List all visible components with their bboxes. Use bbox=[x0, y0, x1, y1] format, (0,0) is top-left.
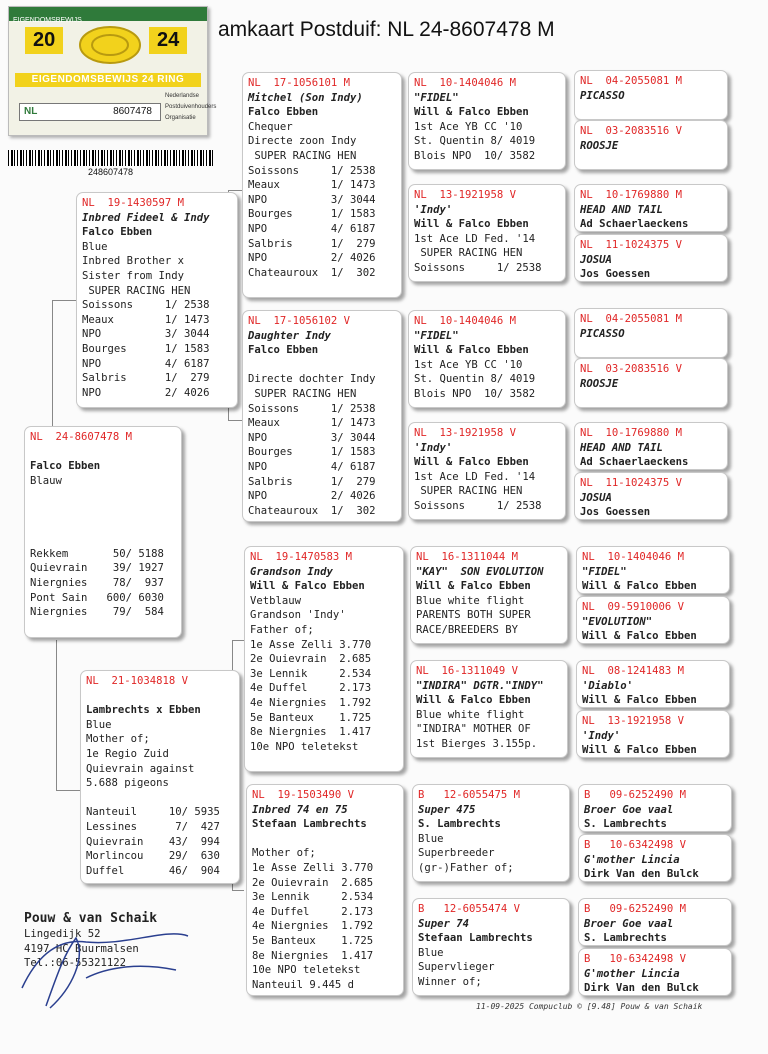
pedigree-card-dds bbox=[412, 784, 570, 882]
ring-number: NL 19-1430597 M bbox=[82, 197, 185, 209]
pedigree-card-g14 bbox=[578, 834, 732, 882]
signature-icon bbox=[16, 918, 196, 1014]
ring-country: NL bbox=[24, 106, 38, 117]
pigeon-name: G'mother Lincia bbox=[584, 853, 680, 866]
ring-number: NL 09-5910006 V bbox=[582, 601, 685, 613]
ring-number: B 09-6252490 M bbox=[584, 903, 687, 915]
ring-number: NL 19-1470583 M bbox=[250, 551, 353, 563]
pigeon-name: ROOSJE bbox=[580, 377, 619, 390]
pigeon-name: "FIDEL" bbox=[414, 329, 459, 342]
pigeon-name: Inbred Fideel & Indy bbox=[82, 211, 210, 224]
pedigree-line: Sister from Indy bbox=[82, 269, 185, 282]
pedigree-card-g9 bbox=[576, 546, 730, 594]
pigeon-name: JOSUA bbox=[580, 253, 612, 266]
pigeon-name: Inbred 74 en 75 bbox=[252, 803, 348, 816]
pedigree-line: Morlincou 29/ 630 bbox=[86, 850, 220, 863]
owner-street: Lingedijk 52 bbox=[24, 928, 101, 940]
pedigree-line: Duffel 46/ 904 bbox=[86, 864, 220, 877]
pedigree-card-sss bbox=[408, 72, 566, 170]
pedigree-line bbox=[86, 791, 234, 806]
pigeon-name: Broer Goe vaal bbox=[584, 803, 674, 816]
pedigree-line: Quievrain against bbox=[86, 762, 195, 775]
breeder-name: Falco Ebben bbox=[30, 460, 101, 473]
pedigree-line: 5.688 pigeons bbox=[86, 777, 169, 790]
breeder-name: Stefaan Lambrechts bbox=[252, 818, 367, 831]
pedigree-line: Salbris 1/ 279 bbox=[248, 475, 376, 488]
connector-line bbox=[56, 790, 80, 791]
pigeon-name: "FIDEL" bbox=[414, 91, 459, 104]
pedigree-line: Mother of; bbox=[252, 847, 316, 860]
ring-number: NL 13-1921958 V bbox=[582, 715, 685, 727]
pedigree-line: NPO 2/ 4026 bbox=[82, 386, 210, 399]
pedigree-line bbox=[248, 358, 396, 373]
pedigree-line: 1st Ace LD Fed. '14 bbox=[414, 470, 536, 483]
breeder-name: Will & Falco Ebben bbox=[582, 580, 697, 593]
ring-number: NL 17-1056102 V bbox=[248, 315, 351, 327]
pigeon-name: 'Indy' bbox=[414, 441, 453, 454]
breeder-name: Will & Falco Ebben bbox=[582, 744, 697, 757]
pigeon-name: 'Diablo' bbox=[582, 679, 634, 692]
pedigree-line: Blois NPO 10/ 3582 bbox=[414, 387, 536, 400]
pedigree-line bbox=[30, 503, 176, 518]
pedigree-line: 1st Ace YB CC '10 bbox=[414, 120, 523, 133]
pedigree-line: St. Quentin 8/ 4019 bbox=[414, 373, 536, 386]
pedigree-card-g4 bbox=[574, 234, 728, 282]
pedigree-line: 2e Ouievrain 2.685 bbox=[250, 653, 372, 666]
pedigree-line: NPO 3/ 3044 bbox=[248, 193, 376, 206]
pedigree-card-g13 bbox=[578, 784, 732, 832]
pedigree-line: Soissons 1/ 2538 bbox=[414, 499, 542, 512]
breeder-name: Jos Goessen bbox=[580, 506, 651, 519]
year-right: 24 bbox=[149, 27, 187, 54]
pedigree-line: Salbris 1/ 279 bbox=[248, 237, 376, 250]
pedigree-line: 1e Asse Zelli 3.770 bbox=[252, 861, 374, 874]
ring-number: NL 10-1769880 M bbox=[580, 427, 683, 439]
ring-number: NL 11-1024375 V bbox=[580, 239, 683, 251]
org-names bbox=[165, 91, 216, 124]
pedigree-line: NPO 4/ 6187 bbox=[82, 357, 210, 370]
pigeon-name: Daughter Indy bbox=[248, 329, 331, 342]
pedigree-line: SUPER RACING HEN bbox=[414, 485, 523, 498]
pedigree-line: Soissons 1/ 2538 bbox=[82, 299, 210, 312]
pedigree-line: Blue bbox=[418, 946, 444, 959]
pedigree-line: Blue bbox=[418, 832, 444, 845]
sticker-ribbon: EIGENDOMSBEWIJS 24 RING bbox=[15, 73, 201, 87]
ring-number: NL 03-2083516 V bbox=[580, 363, 683, 375]
pigeon-name: Super 74 bbox=[418, 917, 470, 930]
pedigree-line: Soissons 1/ 2538 bbox=[414, 261, 542, 274]
pedigree-line: Blauw bbox=[30, 474, 62, 487]
pedigree-line: 3e Lennik 2.534 bbox=[252, 891, 374, 904]
pedigree-line: Superbreeder bbox=[418, 847, 495, 860]
ring-number: B 09-6252490 M bbox=[584, 789, 687, 801]
ring-number: NL 10-1404046 M bbox=[414, 315, 517, 327]
pedigree-line: SUPER RACING HEN bbox=[82, 284, 191, 297]
pigeon-name: PICASSO bbox=[580, 327, 625, 340]
pigeon-name: JOSUA bbox=[580, 491, 612, 504]
pedigree-line bbox=[30, 488, 176, 503]
breeder-name: Will & Falco Ebben bbox=[416, 694, 531, 707]
pedigree-line bbox=[252, 832, 398, 847]
breeder-name: Will & Falco Ebben bbox=[414, 456, 529, 469]
breeder-name: Will & Falco Ebben bbox=[416, 580, 531, 593]
pedigree-card-sdd bbox=[408, 422, 566, 520]
pedigree-line: Supervlieger bbox=[418, 961, 495, 974]
org-line: Organisatie bbox=[165, 115, 196, 121]
pedigree-line: RACE/BREEDERS BY bbox=[416, 623, 519, 636]
pigeon-name: "INDIRA" DGTR."INDY" bbox=[416, 679, 544, 692]
connector-line bbox=[56, 640, 57, 790]
pedigree-line: Winner of; bbox=[418, 975, 482, 988]
ring-number: B 12-6055475 M bbox=[418, 789, 521, 801]
pedigree-line: 5e Banteux 1.725 bbox=[252, 934, 374, 947]
pigeon-name: ROOSJE bbox=[580, 139, 619, 152]
pedigree-card-g2 bbox=[574, 120, 728, 170]
pedigree-line: SUPER RACING HEN bbox=[414, 247, 523, 260]
breeder-name: Falco Ebben bbox=[248, 106, 319, 119]
pedigree-line: Pont Sain 600/ 6030 bbox=[30, 591, 164, 604]
connector-line bbox=[232, 890, 244, 891]
breeder-name: Falco Ebben bbox=[248, 344, 319, 357]
breeder-name: S. Lambrechts bbox=[418, 818, 501, 831]
pedigree-line: 1st Bierges 3.155p. bbox=[416, 737, 538, 750]
owner-name: Pouw & van Schaik bbox=[24, 911, 158, 926]
pedigree-line: 1e Regio Zuid bbox=[86, 747, 169, 760]
pedigree-line: 2e Ouievrain 2.685 bbox=[252, 876, 374, 889]
ring-number: NL 10-1404046 M bbox=[582, 551, 685, 563]
pigeon-name: PICASSO bbox=[580, 89, 625, 102]
ring-logo-icon bbox=[75, 23, 145, 67]
pedigree-card-ddd bbox=[412, 898, 570, 996]
ring-number: B 10-6342498 V bbox=[584, 839, 687, 851]
org-line: Nederlandse bbox=[165, 93, 200, 99]
ring-number: NL 11-1024375 V bbox=[580, 477, 683, 489]
pigeon-name: 'Indy' bbox=[414, 203, 453, 216]
ring-number: NL 13-1921958 V bbox=[414, 189, 517, 201]
pedigree-card-sd bbox=[242, 310, 402, 522]
pigeon-name: "FIDEL" bbox=[582, 565, 627, 578]
pedigree-line: 4e Niergnies 1.792 bbox=[250, 696, 372, 709]
pedigree-card-ss bbox=[242, 72, 402, 298]
pigeon-name: HEAD AND TAIL bbox=[580, 203, 663, 216]
ring-number: NL 19-1503490 V bbox=[252, 789, 355, 801]
pedigree-line bbox=[30, 518, 176, 533]
sticker-band bbox=[9, 7, 207, 24]
pedigree-line: NPO 3/ 3044 bbox=[248, 431, 376, 444]
ring-number: 8607478 bbox=[113, 106, 152, 117]
pedigree-card-g8 bbox=[574, 472, 728, 520]
pedigree-line: Rekkem 50/ 5188 bbox=[30, 547, 164, 560]
pedigree-card-dam bbox=[80, 670, 240, 884]
ring-number: NL 08-1241483 M bbox=[582, 665, 685, 677]
pedigree-line: Meaux 1/ 1473 bbox=[248, 417, 376, 430]
pigeon-name bbox=[86, 689, 234, 704]
breeder-name: S. Lambrechts bbox=[584, 818, 667, 831]
breeder-name: Will & Falco Ebben bbox=[582, 694, 697, 707]
pedigree-card-g5 bbox=[574, 308, 728, 358]
connector-line bbox=[232, 640, 244, 641]
pedigree-card-g16 bbox=[578, 948, 732, 996]
pedigree-line: Blue bbox=[86, 718, 112, 731]
pedigree-line: NPO 2/ 4026 bbox=[248, 252, 376, 265]
pedigree-line: Chequer bbox=[248, 120, 293, 133]
breeder-name: Dirk Van den Bulck bbox=[584, 868, 699, 881]
pigeon-name: "KAY" SON EVOLUTION bbox=[416, 565, 544, 578]
pedigree-line: Directe zoon Indy bbox=[248, 135, 357, 148]
pedigree-line: St. Quentin 8/ 4019 bbox=[414, 135, 536, 148]
pedigree-card-sire bbox=[76, 192, 238, 408]
ring-number: NL 10-1769880 M bbox=[580, 189, 683, 201]
pedigree-line: NPO 3/ 3044 bbox=[82, 328, 210, 341]
pedigree-line: Nanteuil 10/ 5935 bbox=[86, 806, 220, 819]
owner-phone: Tel.:06-55321122 bbox=[24, 957, 127, 970]
pedigree-line: 1st Ace LD Fed. '14 bbox=[414, 232, 536, 245]
breeder-name: Will & Falco Ebben bbox=[414, 344, 529, 357]
pedigree-line: SUPER RACING HEN bbox=[248, 387, 357, 400]
pedigree-line: Quievrain 39/ 1927 bbox=[30, 562, 164, 575]
pedigree-line: 5e Banteux 1.725 bbox=[250, 711, 372, 724]
ring-number: NL 24-8607478 M bbox=[30, 431, 133, 443]
pedigree-line: PARENTS BOTH SUPER bbox=[416, 609, 531, 622]
pedigree-card-dsd bbox=[410, 660, 568, 758]
pedigree-line: (gr-)Father of; bbox=[418, 861, 514, 874]
pigeon-name: 'Indy' bbox=[582, 729, 621, 742]
ring-number: NL 03-2083516 V bbox=[580, 125, 683, 137]
pedigree-line: Inbred Brother x bbox=[82, 255, 185, 268]
footer-text: 11-09-2025 Compuclub © [9.48] Pouw & van Schaik bbox=[476, 1002, 703, 1011]
pedigree-line: "INDIRA" MOTHER OF bbox=[416, 723, 531, 736]
ring-number: B 10-6342498 V bbox=[584, 953, 687, 965]
pedigree-card-g6 bbox=[574, 358, 728, 408]
pedigree-line: Vetblauw bbox=[250, 594, 302, 607]
pedigree-card-g11 bbox=[576, 660, 730, 708]
pedigree-card-g7 bbox=[574, 422, 728, 470]
ring-number: NL 16-1311044 M bbox=[416, 551, 519, 563]
pedigree-card-g10 bbox=[576, 596, 730, 644]
pedigree-line: Bourges 1/ 1583 bbox=[248, 208, 376, 221]
breeder-name: Ad Schaerlaeckens bbox=[580, 218, 689, 231]
connector-line bbox=[52, 300, 53, 426]
pedigree-line: Mother of; bbox=[86, 733, 150, 746]
pedigree-line: Niergnies 79/ 584 bbox=[30, 606, 164, 619]
pedigree-line: 3e Lennik 2.534 bbox=[250, 667, 372, 680]
year-left: 20 bbox=[25, 27, 63, 54]
breeder-name: Will & Falco Ebben bbox=[250, 580, 365, 593]
breeder-name: Jos Goessen bbox=[580, 268, 651, 281]
pigeon-name: Mitchel (Son Indy) bbox=[248, 91, 363, 104]
pedigree-line: Father of; bbox=[250, 623, 314, 636]
breeder-name: Lambrechts x Ebben bbox=[86, 704, 201, 717]
ring-number: B 12-6055474 V bbox=[418, 903, 521, 915]
breeder-name: Ad Schaerlaeckens bbox=[580, 456, 689, 469]
pigeon-name: G'mother Lincia bbox=[584, 967, 680, 980]
pedigree-card-g3 bbox=[574, 184, 728, 232]
pedigree-line: 8e Niergnies 1.417 bbox=[250, 726, 372, 739]
pedigree-line: NPO 4/ 6187 bbox=[248, 222, 376, 235]
pedigree-line: Lessines 7/ 427 bbox=[86, 820, 220, 833]
barcode bbox=[8, 150, 213, 166]
pedigree-line: Nanteuil 9.445 d bbox=[252, 978, 355, 991]
breeder-name: Dirk Van den Bulck bbox=[584, 982, 699, 995]
pedigree-card-subject bbox=[24, 426, 182, 638]
pedigree-card-dd bbox=[246, 784, 404, 996]
breeder-name: Will & Falco Ebben bbox=[414, 218, 529, 231]
ring-number: NL 13-1921958 V bbox=[414, 427, 517, 439]
pigeon-name: Grandson Indy bbox=[250, 565, 333, 578]
ring-number-box bbox=[19, 103, 161, 121]
pedigree-line: Blue white flight bbox=[416, 594, 525, 607]
pedigree-card-ssd bbox=[408, 184, 566, 282]
pedigree-line: NPO 4/ 6187 bbox=[248, 460, 376, 473]
pedigree-line: Soissons 1/ 2538 bbox=[248, 402, 376, 415]
breeder-name: Stefaan Lambrechts bbox=[418, 932, 533, 945]
breeder-name: Will & Falco Ebben bbox=[414, 106, 529, 119]
pedigree-card-ds bbox=[244, 546, 404, 772]
ring-number: NL 16-1311049 V bbox=[416, 665, 519, 677]
connector-line bbox=[228, 190, 242, 191]
pigeon-name: Super 475 bbox=[418, 803, 476, 816]
pedigree-line: 1st Ace YB CC '10 bbox=[414, 358, 523, 371]
pedigree-line: NPO 2/ 4026 bbox=[248, 490, 376, 503]
pedigree-line: 4e Niergnies 1.792 bbox=[252, 920, 374, 933]
pedigree-line: Blue white flight bbox=[416, 708, 525, 721]
pedigree-card-g12 bbox=[576, 710, 730, 758]
pedigree-line: 8e Niergnies 1.417 bbox=[252, 949, 374, 962]
owner-city: 4197 HC Buurmalsen bbox=[24, 942, 139, 955]
ring-number: NL 17-1056101 M bbox=[248, 77, 351, 89]
pedigree-line: 10e NPO teletekst bbox=[252, 964, 361, 977]
pedigree-line: Chateauroux 1/ 302 bbox=[248, 504, 376, 517]
pedigree-line: 4e Duffel 2.173 bbox=[252, 905, 374, 918]
sticker-band-text: EIGENDOMSBEWIJS bbox=[13, 17, 82, 24]
pedigree-card-g15 bbox=[578, 898, 732, 946]
pedigree-line: Chateauroux 1/ 302 bbox=[248, 266, 376, 279]
ring-number: NL 04-2055081 M bbox=[580, 313, 683, 325]
pedigree-card-g1 bbox=[574, 70, 728, 120]
pedigree-line: Meaux 1/ 1473 bbox=[82, 313, 210, 326]
pigeon-name: HEAD AND TAIL bbox=[580, 441, 663, 454]
pedigree-line: Blue bbox=[82, 240, 108, 253]
ring-certificate-sticker bbox=[8, 6, 217, 136]
connector-line bbox=[228, 420, 242, 421]
pedigree-line: Niergnies 78/ 937 bbox=[30, 576, 164, 589]
pedigree-line: Salbris 1/ 279 bbox=[82, 372, 210, 385]
pedigree-line: Directe dochter Indy bbox=[248, 373, 376, 386]
page-title: amkaart Postduif: NL 24-8607478 M bbox=[218, 18, 555, 41]
breeder-name: Falco Ebben bbox=[82, 226, 153, 239]
ring-number: NL 21-1034818 V bbox=[86, 675, 189, 687]
pigeon-name bbox=[30, 445, 176, 460]
breeder-name: S. Lambrechts bbox=[584, 932, 667, 945]
barcode-number: 248607478 bbox=[88, 167, 134, 177]
pedigree-card-sds bbox=[408, 310, 566, 408]
pedigree-card-dss bbox=[410, 546, 568, 644]
pedigree-line bbox=[30, 532, 176, 547]
ring-number: NL 10-1404046 M bbox=[414, 77, 517, 89]
pedigree-line: Grandson 'Indy' bbox=[250, 609, 346, 622]
pigeon-name: "EVOLUTION" bbox=[582, 615, 653, 628]
org-line: Postduivenhouders bbox=[165, 104, 217, 110]
pedigree-line: 10e NPO teletekst bbox=[250, 740, 359, 753]
pedigree-line: Quievrain 43/ 994 bbox=[86, 835, 220, 848]
pedigree-line: 1e Asse Zelli 3.770 bbox=[250, 638, 372, 651]
pedigree-line: 4e Duffel 2.173 bbox=[250, 682, 372, 695]
pedigree-line: SUPER RACING HEN bbox=[248, 149, 357, 162]
ring-number: NL 04-2055081 M bbox=[580, 75, 683, 87]
pedigree-line: Soissons 1/ 2538 bbox=[248, 164, 376, 177]
pedigree-line: Blois NPO 10/ 3582 bbox=[414, 149, 536, 162]
breeder-name: Will & Falco Ebben bbox=[582, 630, 697, 643]
pedigree-line: Meaux 1/ 1473 bbox=[248, 179, 376, 192]
pigeon-name: Broer Goe vaal bbox=[584, 917, 674, 930]
pedigree-line: Bourges 1/ 1583 bbox=[82, 342, 210, 355]
pedigree-line: Bourges 1/ 1583 bbox=[248, 446, 376, 459]
